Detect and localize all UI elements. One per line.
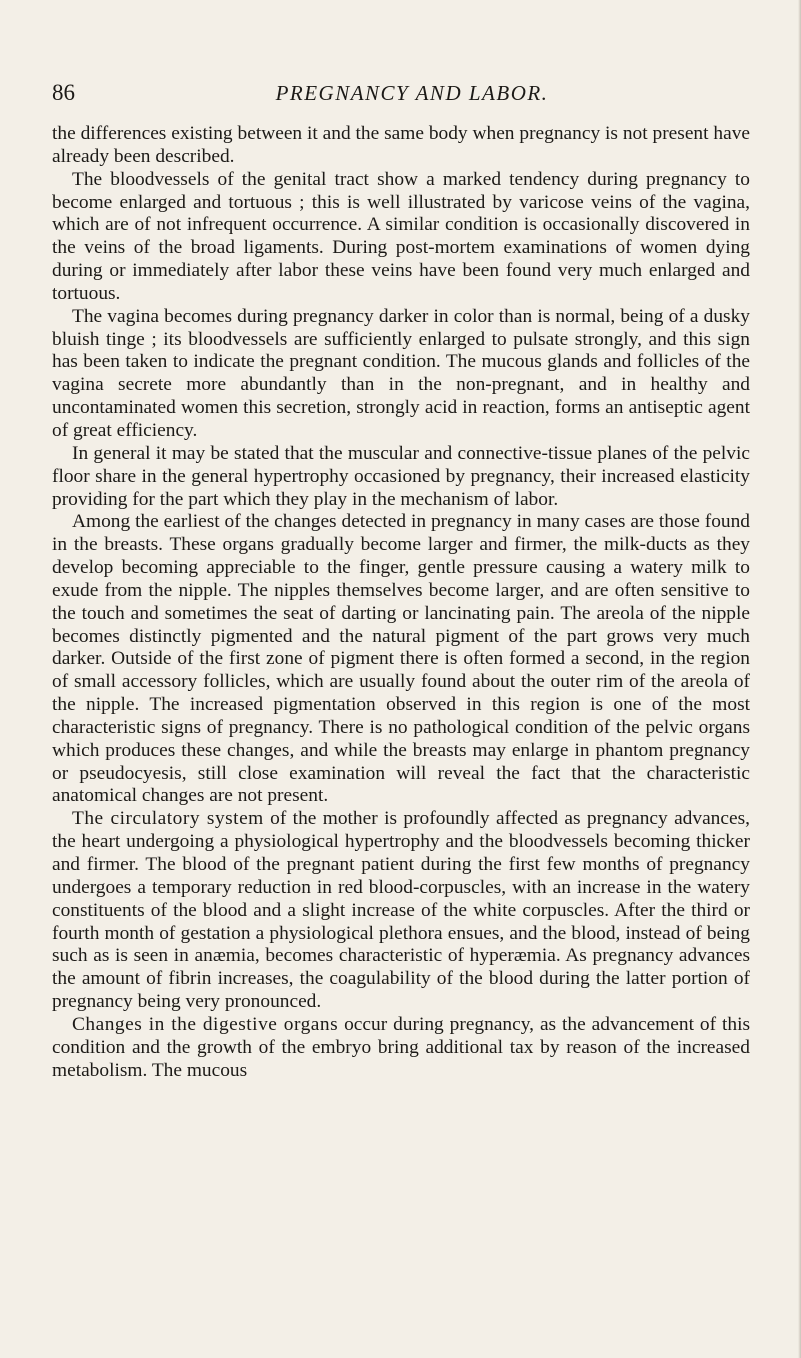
paragraph-bloodvessels	[52, 169, 750, 306]
paragraph-circulatory-system	[52, 808, 750, 1014]
running-head	[52, 78, 752, 108]
paragraph-text: The vagina becomes during pregnancy darker in color than is normal, being of a dusky bluish tinge ; its bloodvessels are sufficiently enlarged to pulsate strongly, and this sign has been taken to indicate the pregnant condition. The mucous glands and follicles of the vagina secrete more abundantly than in the non-pregnant, and in healthy and uncontaminated women this secretion, strongly acid in reaction, forms an antiseptic agent of great efficiency.	[52, 305, 750, 441]
paragraph-text: occur during pregnancy, as the advancement of this condition and the growth of the embryo bring additional tax by reason of the increased metabolism. The mucous	[52, 1013, 751, 1081]
paragraph-text: Among the earliest of the changes detected in pregnancy in many cases are those found in the breasts. These organs gradually become larger and firmer, the milk-ducts as they develop becoming appreciable to the finger, gentle pressure causing a watery milk to exude from the nipple. The nipples themselves become larger, and are often sensitive to the touch and sometimes the seat of darting or lancinating pain. The areola of the nipple becomes distinctly pigmented and the natural pigment of the part grows very much darker. Outside of the first zone of pigment there is often formed a second, in the region of small accessory follicles, which are usually found about the outer rim of the areola of the nipple. The increased pigmentation observed in this region is one of the most characteristic signs of pregnancy. There is no pathological condition of the pelvic organs which produces these changes, and while the breasts may enlarge in phantom pregnancy or pseudocyesis, still close examination will reveal the fact that the characteristic anatomical changes are not present.	[52, 511, 750, 807]
paragraph-text: The bloodvessels of the genital tract show a marked tendency during pregnancy to become enlarged and tortuous ; this is well illustrated by varicose veins of the vagina, which are of not infrequent occurrence. A similar condition is occasionally discovered in the veins of the broad ligaments. During post-mortem examinations of women dying during or immediately after labor these veins have been found very much enlarged and tortuous.	[52, 168, 750, 304]
paragraph-pelvic-floor	[52, 443, 750, 512]
page-number: 86	[52, 80, 75, 105]
paragraph-digestive-organs	[52, 1014, 750, 1083]
paragraph-lead: The circulatory system	[72, 808, 264, 830]
paragraph-breasts	[52, 511, 750, 808]
paragraph-text: the differences existing between it and the same body when pregnancy is not present have already been described.	[52, 123, 750, 167]
paragraph-continuation	[52, 123, 750, 169]
paragraph-vagina	[52, 306, 750, 443]
paragraph-text: of the mother is profoundly affected as pregnancy advances, the heart undergoing a physiological hypertrophy and the bloodvessels becoming thicker and firmer. The blood of the pregnant patient during the first few months of pregnancy undergoes a temporary reduction in red blood-corpuscles, with an increase in the watery constituents of the blood and a slight increase of the white corpuscles. After the third or fourth month of gestation a physiological plethora ensues, and the blood, instead of being such as is seen in anæmia, becomes characteristic of hyperæmia. As pregnancy advances the amount of fibrin increases, the coagulability of the blood during the latter portion of pregnancy being very pronounced.	[52, 808, 750, 1013]
body-text	[52, 123, 750, 1082]
paragraph-lead: Changes in the digestive organs	[72, 1013, 339, 1035]
paragraph-text: In general it may be stated that the muscular and connective-tissue planes of the pelvic floor share in the general hypertrophy occasioned by pregnancy, their increased elasticity providing for the part which they play in the mechanism of labor.	[52, 442, 750, 510]
running-title: PREGNANCY AND LABOR.	[275, 81, 549, 105]
